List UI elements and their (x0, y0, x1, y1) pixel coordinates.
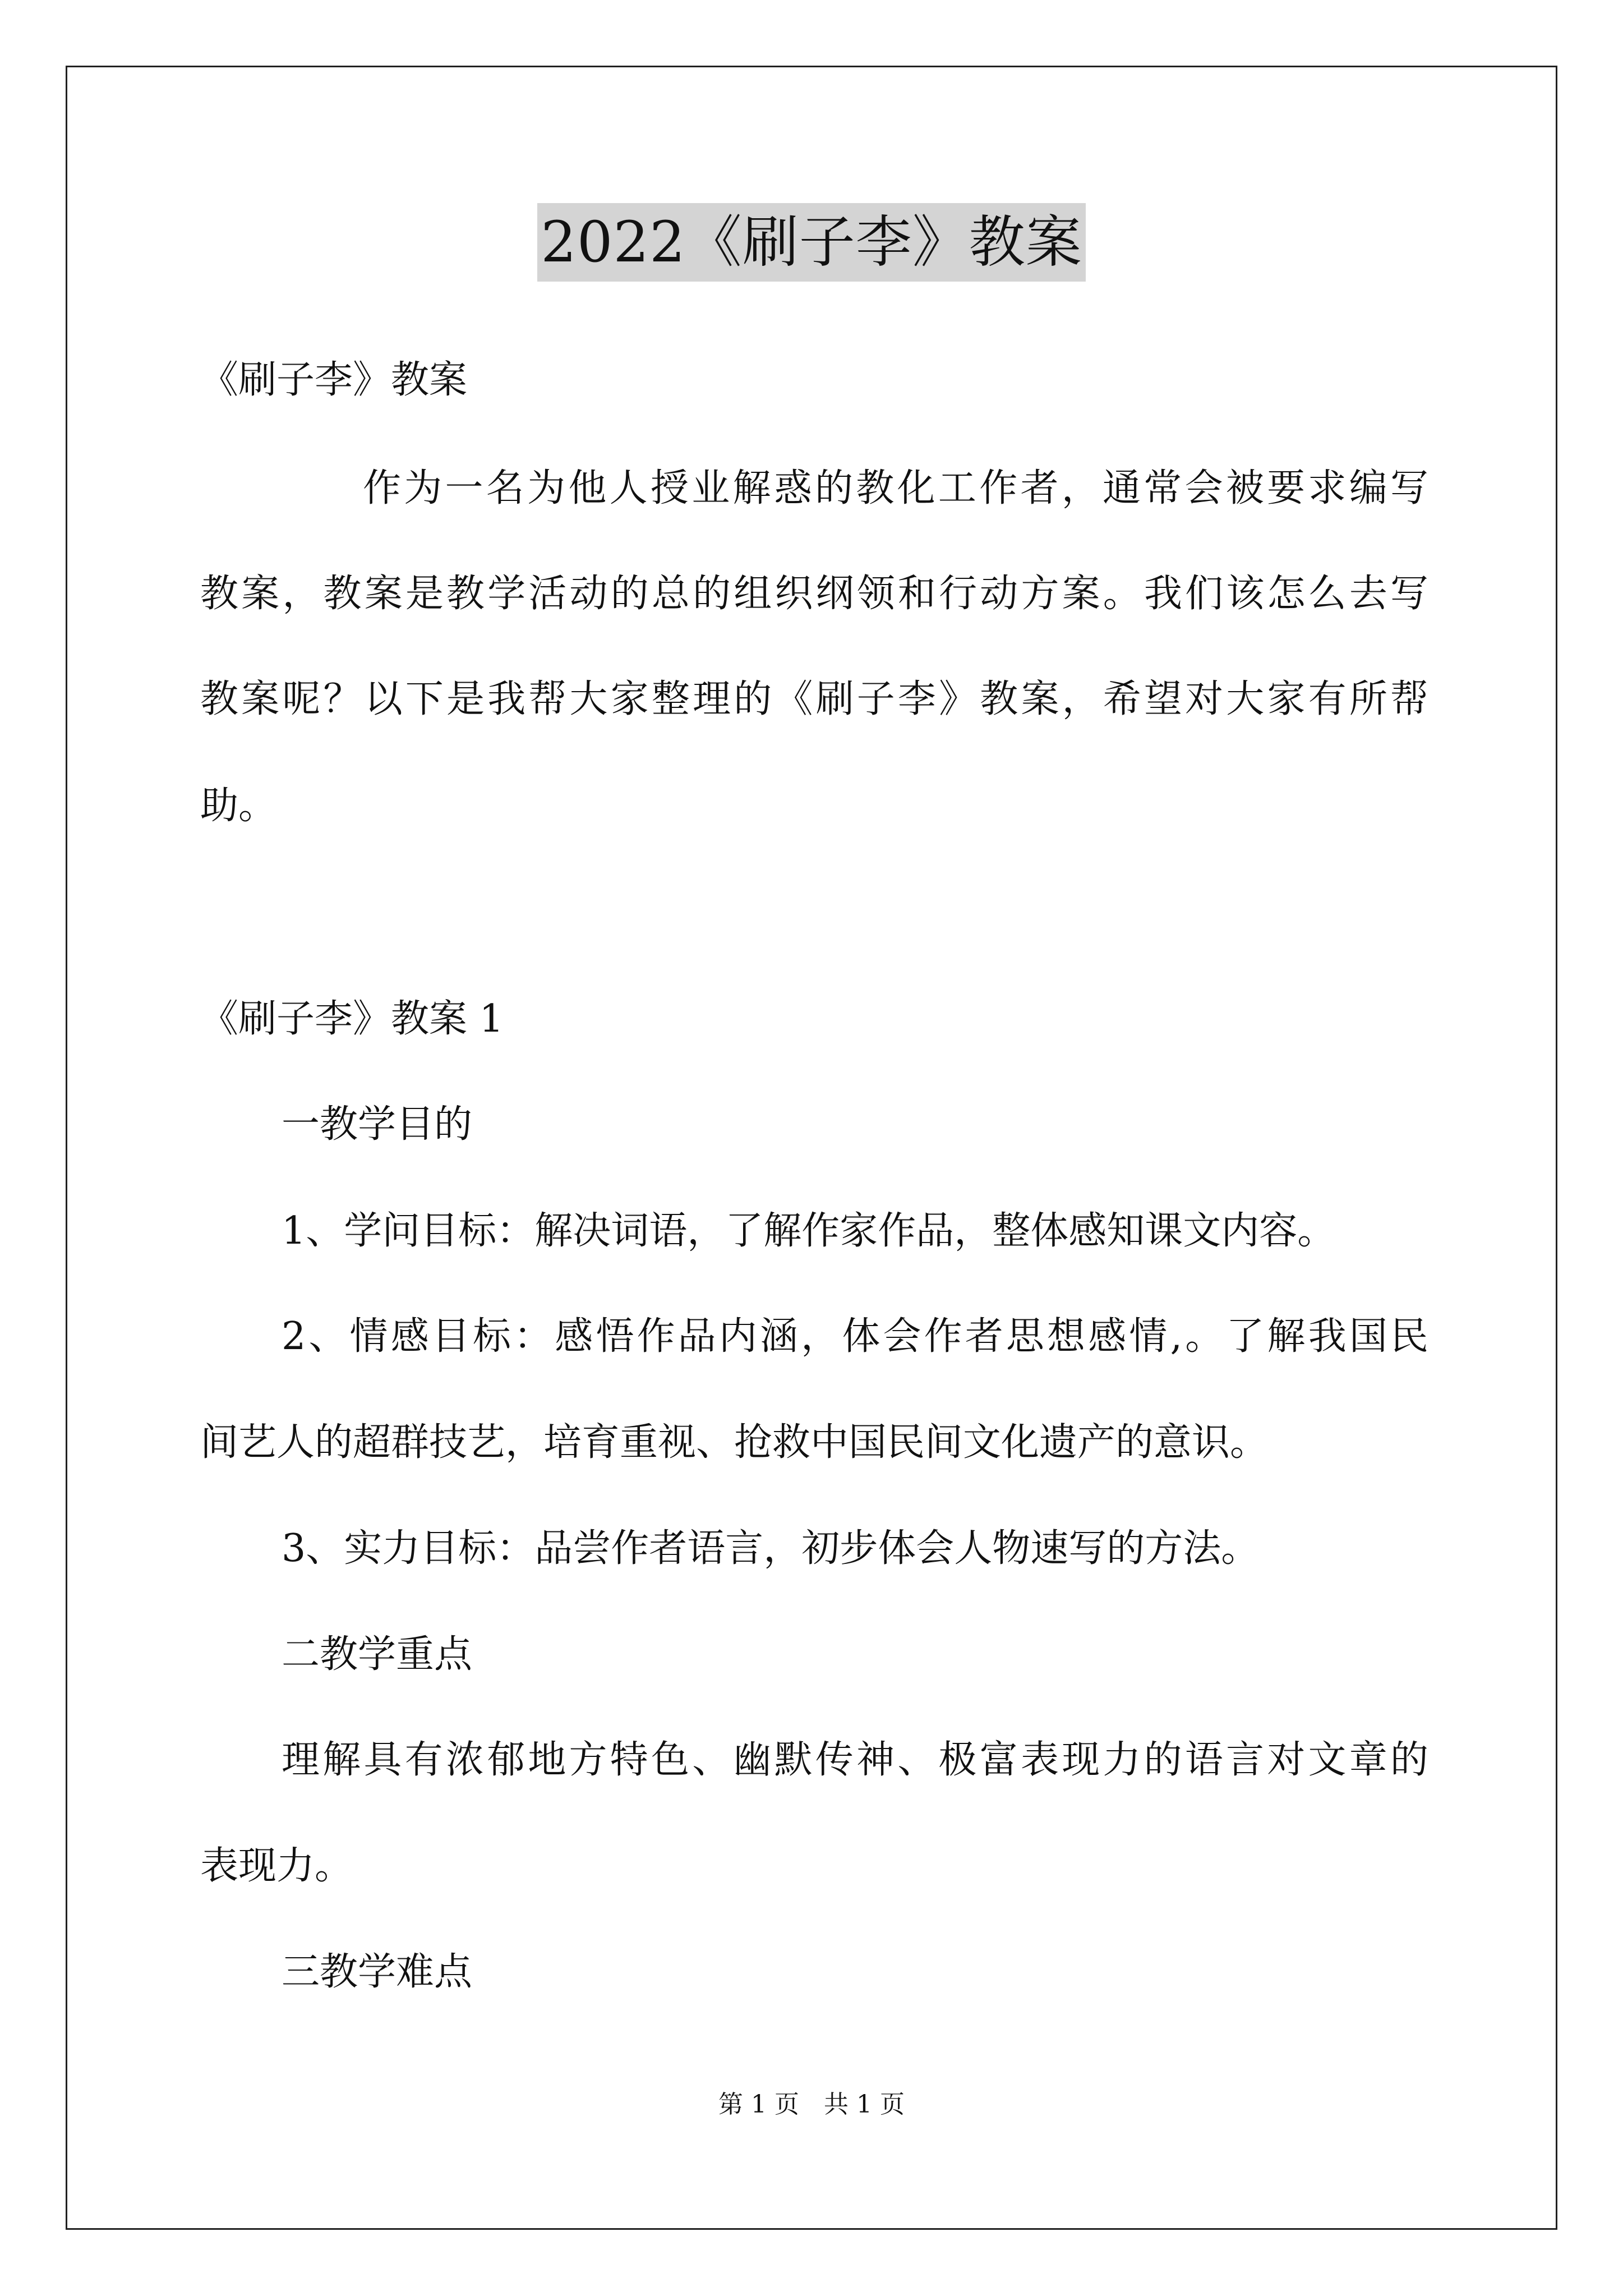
document-title: 2022《刷子李》教案 (537, 203, 1086, 282)
body-line-emotion-goal-cont: 间艺人的超群技艺，培育重视、抢救中国民间文化遗产的意识。 (200, 1420, 1269, 1465)
title-container (0, 203, 1623, 282)
intro-line-2: 教案，教案是教学活动的总的组织纲领和行动方案。我们该怎么去写 (200, 572, 1428, 616)
body-line-ability-goal: 3、实力目标：品尝作者语言，初步体会人物速写的方法。 (282, 1526, 1260, 1571)
body-line-focus-cont: 表现力。 (200, 1844, 353, 1888)
body-line-focus: 理解具有浓郁地方特色、幽默传神、极富表现力的语言对文章的 (282, 1738, 1428, 1782)
intro-line-1: 作为一名为他人授业解惑的教化工作者，通常会被要求编写 (363, 466, 1428, 510)
heading-teaching-goals: 一教学目的 (282, 1102, 473, 1147)
intro-line-3: 教案呢？以下是我帮大家整理的《刷子李》教案，希望对大家有所帮 (200, 677, 1428, 721)
page-number: 第 1 页 共 1 页 (718, 2090, 905, 2119)
document-subtitle: 《刷子李》教案 (200, 358, 468, 402)
intro-line-4: 助。 (200, 784, 277, 828)
heading-teaching-focus: 二教学重点 (282, 1632, 473, 1677)
body-line-knowledge-goal: 1、学问目标：解决词语，了解作家作品，整体感知课文内容。 (282, 1209, 1336, 1253)
heading-teaching-difficulty: 三教学难点 (282, 1950, 473, 1994)
body-line-emotion-goal: 2、情感目标：感悟作品内涵，体会作者思想感情,。了解我国民 (282, 1314, 1428, 1359)
section-title: 《刷子李》教案 1 (200, 997, 504, 1041)
